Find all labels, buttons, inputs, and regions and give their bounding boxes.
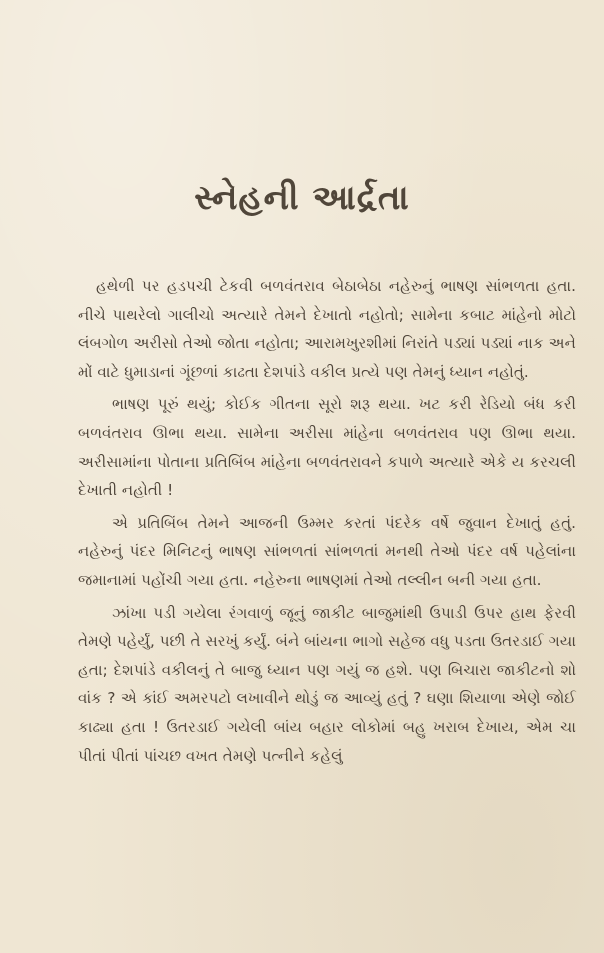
paragraph-3: એ પ્રતિબિંબ તેમને આજની ઉમ્મર કરતાં પંદરેક વર્ષે જુવાન દેખાતું હતું. નહેરુનું પંદર મિનિટનું ભાષણ સાંભળતાં સાંભળતાં મનથી તેઓ પંદર વર્ષ પહેલાંના જમાનામાં પહોંચી ગયા હતા. નહેરુના ભાષણમાં તેઓ તલ્લીન બની ગયા હતા.: [78, 513, 576, 589]
paragraph-2: ભાષણ પૂરું થયું; કોઈક ગીતના સૂરો શરૂ થયા. ખટ કરી રેડિયો બંધ કરી બળવંતરાવ ઊભા થયા. સામેના અરીસા માંહેના બળવંતરાવ પણ ઊભા થયા. અરીસામાંના પોતાના પ્રતિબિંબ માંહેના બળવંતરાવને કપાળે અત્યારે એકે ય કરચલી દેખાતી નહોતી !: [78, 395, 576, 500]
paragraph-1: હથેળી પર હડપચી ટેકવી બળવંતરાવ બેઠાબેઠા નહેરુનું ભાષણ સાંભળતા હતા. નીચે પાથરેલો ગાલીચો અત્યારે તેમને દેખાતો નહોતો; સામેના કબાટ માંહેનો મોટો લંબગોળ અરીસો તેઓ જોતા નહોતા; આરામખુરશીમાં નિરાંતે પડ્યાં પડ્યાં નાક અને મોં વાટે ધુમાડાનાં ગૂંછળાં કાઢતા દેશપાંડે વકીલ પ્રત્યે પણ તેમનું ધ્યાન નહોતું.: [78, 277, 576, 381]
paragraph-4: ઝાંખા પડી ગયેલા રંગવાળું જૂનું જાકીટ બાજુમાંથી ઉપાડી ઉપર હાથ ફેરવી તેમણે પહેર્યું, પછી તે સરખું કર્યું. બંને બાંયના ભાગો સહેજ વધુ પડતા ઉતરડાઈ ગયા હતા; દેશપાંડે વકીલનું તે બાજુ ધ્યાન પણ ગયું જ હશે. પણ બિચારા જાકીટનો શો વાંક ? એ કાંઈ અમરપટો લખાવીને થોડું જ આવ્યું હતું ? ઘણા શિયાળા એણે જોઈ કાઢ્યા હતા ! ઉતરડાઈ ગયેલી બાંય બહાર લોકોમાં બહુ ખરાબ દેખાય, એમ ચા પીતાં પીતાં પાંચછ વખત તેમણે પત્નીને કહેલું: [78, 603, 576, 765]
chapter-title: સ્નેહની આર્દ્રતા: [194, 178, 410, 218]
chapter-body: [78, 272, 576, 770]
